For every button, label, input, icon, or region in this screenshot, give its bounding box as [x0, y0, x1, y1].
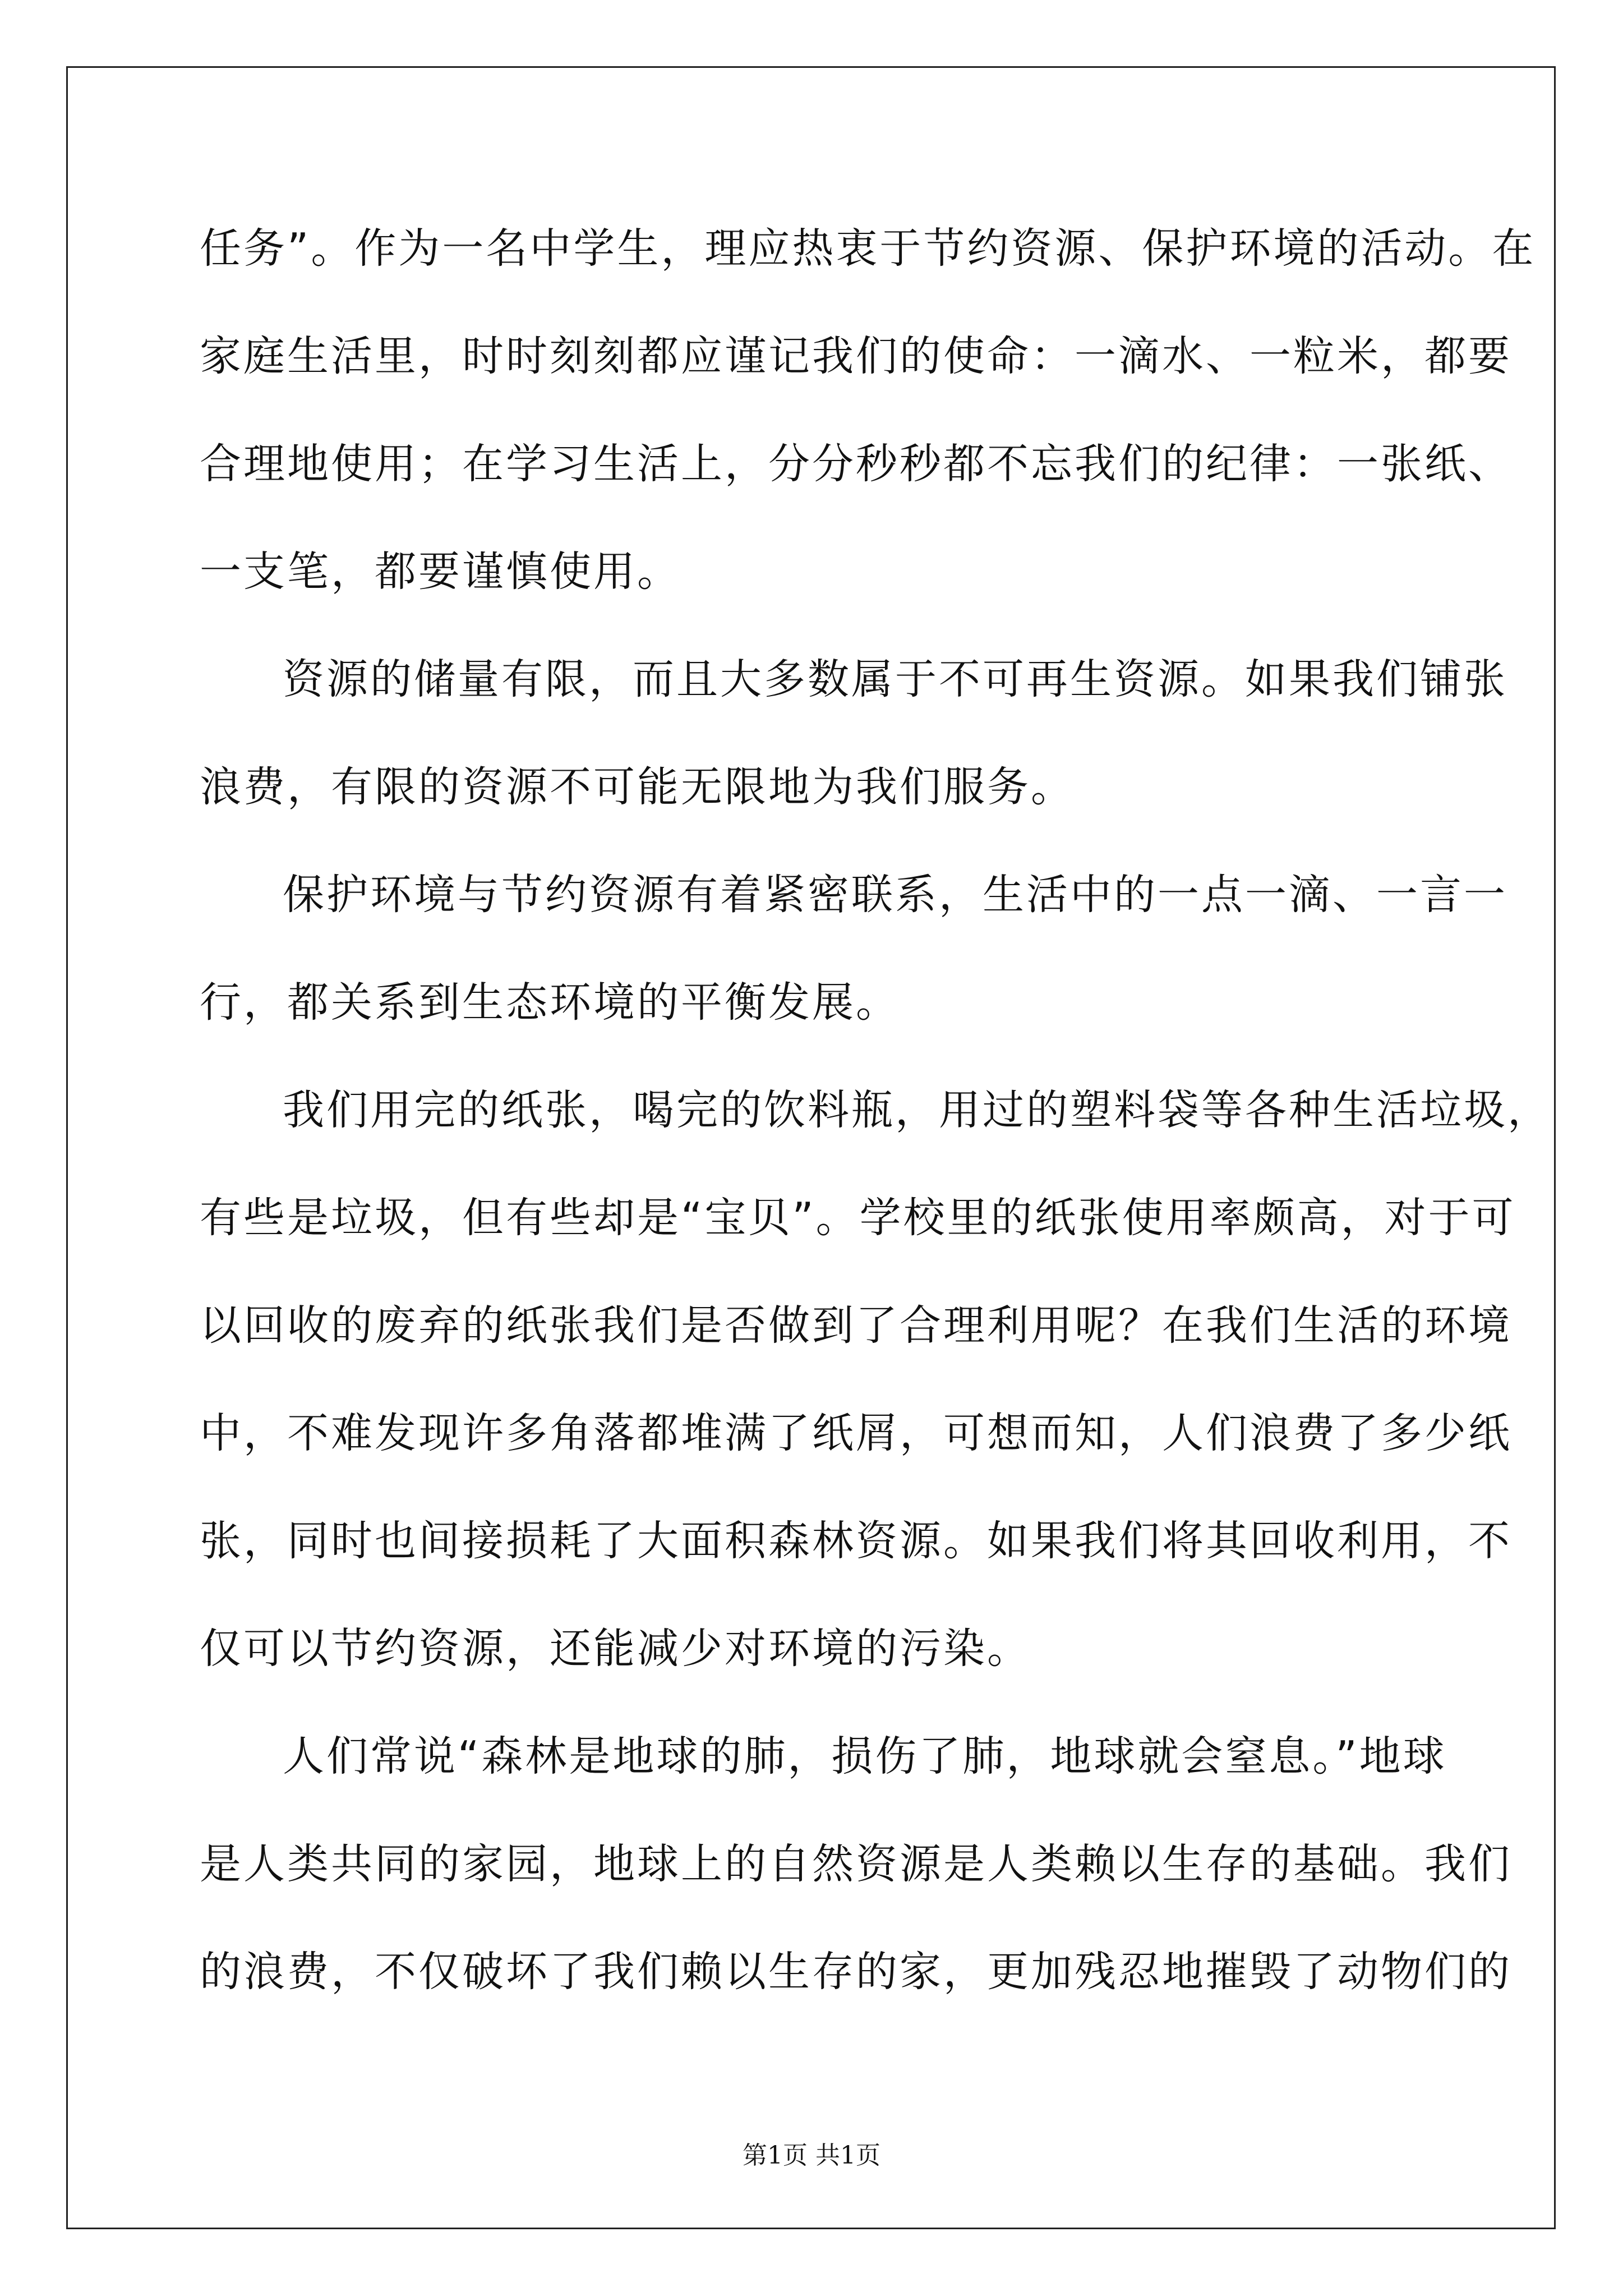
text-line: 仅可以节约资源，还能减少对环境的污染。: [200, 1625, 1031, 1673]
text-line: 人们常说“森林是地球的肺，损伤了肺，地球就会窒息。”地球: [283, 1732, 1447, 1780]
page-footer: [0, 2139, 1623, 2173]
text-line: 家庭生活里，时时刻刻都应谨记我们的使命：一滴水、一粒米，都要: [200, 332, 1512, 380]
text-line: 行，都关系到生态环境的平衡发展。: [200, 978, 900, 1027]
document-body: [200, 222, 1551, 1999]
text-line: 任务”。作为一名中学生，理应热衷于节约资源、保护环境的活动。在: [200, 224, 1536, 273]
text-line: 我们用完的纸张，喝完的饮料瓶，用过的塑料袋等各种生活垃圾，: [283, 1086, 1551, 1134]
text-line: 中，不难发现许多角落都堆满了纸屑，可想而知，人们浪费了多少纸: [200, 1409, 1512, 1457]
text-line: 以回收的废弃的纸张我们是否做到了合理利用呢？在我们生活的环境: [200, 1301, 1512, 1350]
text-line: 的浪费，不仅破坏了我们赖以生存的家，更加残忍地摧毁了动物们的: [200, 1948, 1512, 1996]
text-line: 保护环境与节约资源有着紧密联系，生活中的一点一滴、一言一: [283, 871, 1507, 919]
text-line: 是人类共同的家园，地球上的自然资源是人类赖以生存的基础。我们: [200, 1840, 1512, 1888]
text-line: 合理地使用；在学习生活上，分分秒秒都不忘我们的纪律：一张纸、: [200, 440, 1512, 488]
text-line: 一支笔，都要谨慎使用。: [200, 547, 681, 596]
text-line: 有些是垃圾，但有些却是“宝贝”。学校里的纸张使用率颇高，对于可: [200, 1194, 1516, 1242]
text-line: 张，同时也间接损耗了大面积森林资源。如果我们将其回收利用，不: [200, 1517, 1512, 1565]
page-number-label: 第1页 共1页: [743, 2141, 880, 2170]
text-line: 资源的储量有限，而且大多数属于不可再生资源。如果我们铺张: [283, 655, 1507, 703]
text-line: 浪费，有限的资源不可能无限地为我们服务。: [200, 763, 1075, 811]
